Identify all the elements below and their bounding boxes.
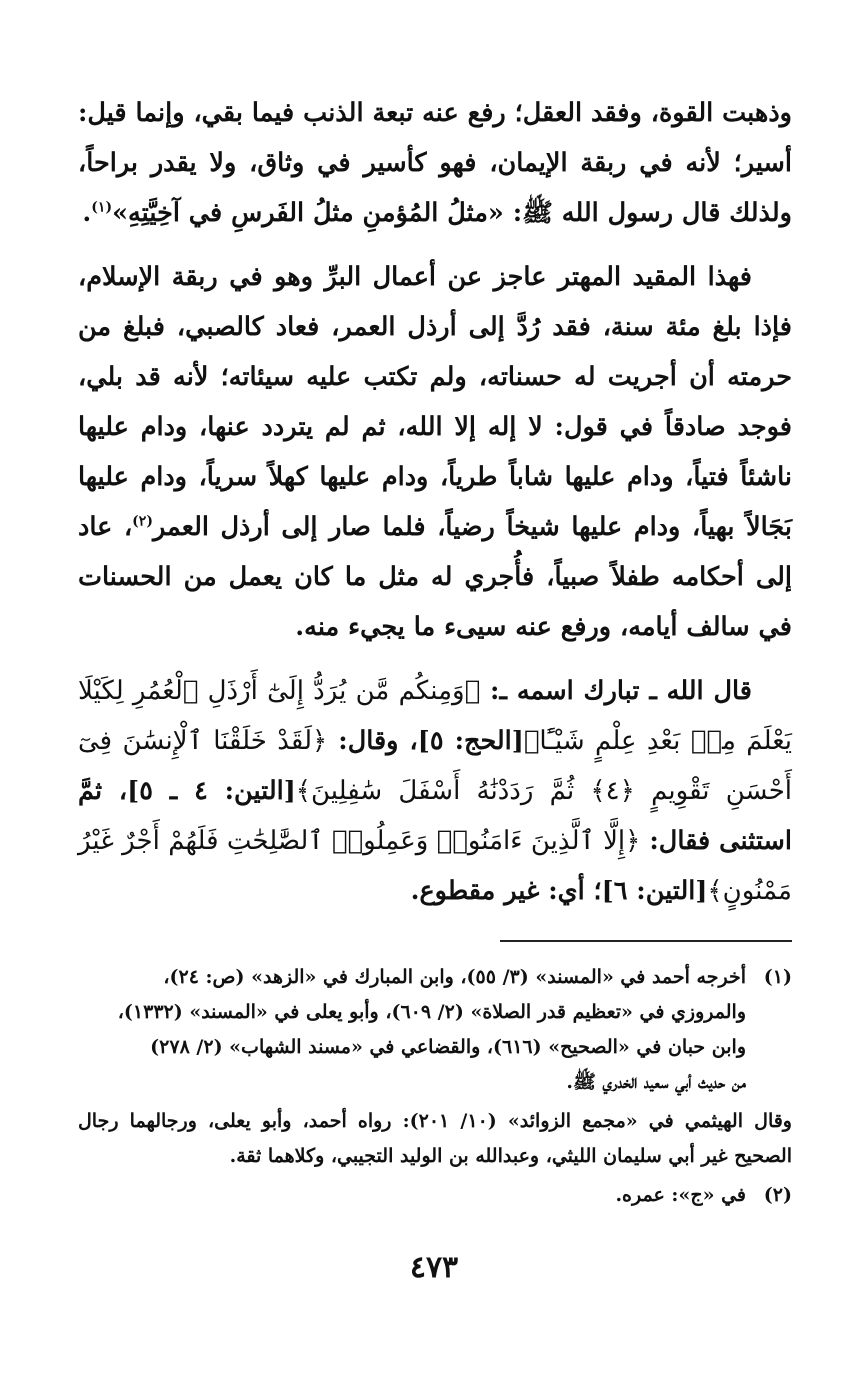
footnote-1-continuation: وقال الهيثمي في «مجمع الزوائد» (١٠/ ٢٠١): رواه أحمد، وأبو يعلى، ورجالهما رجال الصحيح غير أبي سليمان الليثي، وعبدالله بن الوليد التجيبي، وكلاهما ثقة.	[78, 1110, 792, 1167]
footnote-1-line-4: من حديث أبي سعيد الخدري ﷺ.	[566, 1071, 746, 1093]
footnote-2-number: (٢)	[763, 1184, 792, 1206]
book-page	[78, 88, 792, 1349]
verse-reference-1: [الحج: ٥]، وقال:	[327, 726, 524, 756]
verse-reference-2: [التين: ٤ ـ ٥]، ثمَّ استثنى فقال:	[78, 776, 792, 856]
main-text	[78, 88, 792, 916]
quran-verse-2: ﴿لَقَدْ خَلَقْنَا ٱلْإِنسَٰنَ فِىٓ أَحْسَنِ تَقْوِيمٍ ﴿٤﴾ ثُمَّ رَدَدْنَٰهُ أَسْفَلَ سَٰفِلِينَ﴾	[78, 726, 792, 806]
paragraph-2-end: ، عاد إلى أحكامه طفلاً صبياً، فأُجري له مثل ما كان يعمل من الحسنات في سالف أيامه، ورفع عنه سيىء ما يجيء منه.	[78, 512, 792, 642]
footnotes-section	[78, 960, 792, 1213]
paragraph-2	[78, 252, 792, 652]
paragraph-3-intro: قال الله ـ تبارك اسمه ـ:	[480, 676, 752, 706]
footnote-2-body: في «ج»: عمره.	[615, 1184, 746, 1206]
quran-verse-1: ﴿وَمِنكُم مَّن يُرَدُّ إِلَىٰٓ أَرْذَلِ ٱلْعُمُرِ لِكَيْلَا يَعْلَمَ مِنۢ بَعْدِ عِلْمٍ شَيْـًٔا﴾	[78, 676, 792, 756]
quran-verse-3: ﴿إِلَّا ٱلَّذِينَ ءَامَنُوا۟ وَعَمِلُوا۟ ٱلصَّٰلِحَٰتِ فَلَهُمْ أَجْرٌ غَيْرُ مَمْنُونٍ﴾	[78, 826, 792, 906]
paragraph-1	[78, 88, 792, 238]
page-number: ٤٧٣	[409, 1250, 459, 1285]
footnote-1-body	[78, 960, 746, 1100]
paragraph-2-text: فهذا المقيد المهتر عاجز عن أعمال البرِّ وهو في ربقة الإسلام، فإذا بلغ مئة سنة، فقد رُدَّ إلى أرذل العمر، فعاد كالصبي، فبلغ من حرمته أن أجريت له حسناته، ولم تكتب عليه سيئاته؛ لأنه قد بلي، فوجد صادقاً في قول: لا إله إلا الله، ثم لم يتردد عنها، ودام عليها ناشئاً فتياً، ودام عليها شاباً طرياً، ودام عليها كهلاً سرياً، ودام عليها بَجَالاً بهياً، ودام عليها شيخاً رضياً، فلما صار إلى أرذل العمر	[78, 262, 792, 542]
footnote-2	[78, 1178, 792, 1213]
paragraph-1-end: .	[82, 198, 92, 228]
footnote-ref-1: (١)	[91, 199, 113, 216]
paragraph-1-text: وذهبت القوة، وفقد العقل؛ رفع عنه تبعة الذنب فيما بقي، وإنما قيل: أسير؛ لأنه في ربقة الإيمان، فهو كأسير في وثاق، ولا يقدر براحاً، ولذلك قال رسول الله ﷺ: «مثلُ المُؤمنِ مثلُ الفَرسِ في آخِيَّتِهِ»	[78, 98, 792, 228]
paragraph-3	[78, 666, 792, 916]
footnote-divider	[500, 940, 792, 942]
footnote-1-line-2: والمروزي في «تعظيم قدر الصلاة» (٢/ ٦٠٩)، وأبو يعلى في «المسند» (١٣٣٢)،	[117, 1001, 746, 1023]
footnote-ref-2: (٢)	[132, 513, 153, 530]
footnote-1-line-3: وابن حبان في «الصحيح» (٦١٦)، والقضاعي في «مسند الشهاب» (٢/ ٢٧٨)	[150, 1036, 746, 1058]
verse-reference-3: [التين: ٦]؛ أي: غير مقطوع.	[410, 876, 708, 906]
footnote-1-number: (١)	[763, 966, 792, 988]
footnote-1-line-1: أخرجه أحمد في «المسند» (٣/ ٥٥)، وابن المبارك في «الزهد» (ص: ٢٤)،	[163, 966, 746, 988]
footnote-1	[78, 960, 792, 1100]
